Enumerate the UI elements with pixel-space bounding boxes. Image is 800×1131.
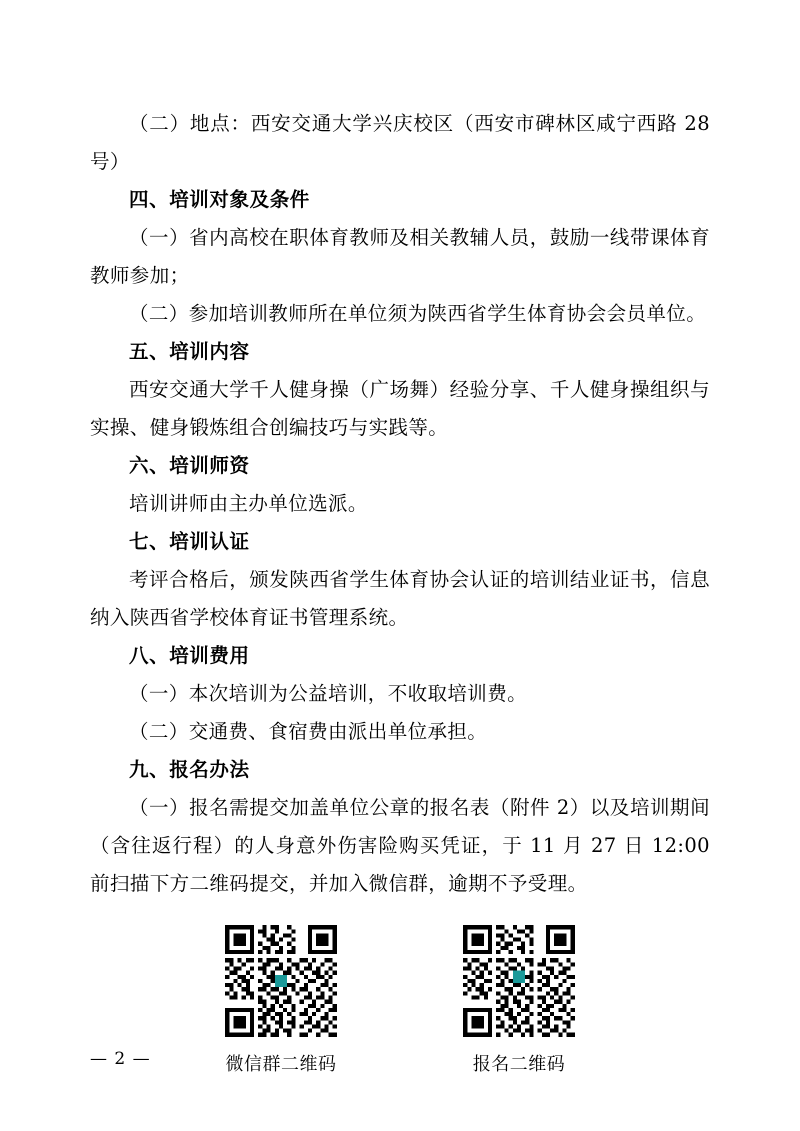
heading-training-content: 五、培训内容 [129,340,250,363]
heading-training-faculty: 六、培训师资 [129,454,250,477]
heading-training-fees: 八、培训费用 [129,644,250,667]
qr-caption-registration: 报名二维码 [472,1054,566,1075]
heading-training-targets: 四、培训对象及条件 [129,188,310,211]
paragraph-fees-2: （二）交通费、食宿费由派出单位承担。 [129,720,488,743]
page-number: — 2 — [90,1049,151,1069]
paragraph-location: （二）地点：西安交通大学兴庆校区（西安市碑林区咸宁西路 28 号） [90,112,710,173]
qr-caption-wechat: 微信群二维码 [225,1054,337,1075]
paragraph-fees-1: （一）本次培训为公益培训，不收取培训费。 [129,682,528,705]
registration-qr-code [459,921,579,1041]
paragraph-registration-1: （一）报名需提交加盖单位公章的报名表（附件 2）以及培训期间（含往返行程）的人身意外伤害险购买凭证，于 11 月 27 日 12:00 前扫描下方二维码提交，并加入微信群，逾期不予受理。 [90,796,710,895]
qr-block-registration [459,921,579,1077]
paragraph-targets-1: （一）省内高校在职体育教师及相关教辅人员，鼓励一线带课体育教师参加； [90,226,710,287]
paragraph-faculty: 培训讲师由主办单位选派。 [129,492,368,515]
paragraph-content: 西安交通大学千人健身操（广场舞）经验分享、千人健身操组织与实操、健身锻炼组合创编技巧与实践等。 [90,378,710,439]
heading-registration-method: 九、报名办法 [129,758,250,781]
wechat-group-qr-code [221,921,341,1041]
paragraph-targets-2: （二）参加培训教师所在单位须为陕西省学生体育协会会员单位。 [129,302,707,325]
heading-training-certification: 七、培训认证 [129,530,250,553]
qr-block-wechat [221,921,341,1077]
paragraph-certification: 考评合格后，颁发陕西省学生体育协会认证的培训结业证书，信息纳入陕西省学校体育证书管理系统。 [90,568,710,629]
qr-code-row [90,921,710,1077]
